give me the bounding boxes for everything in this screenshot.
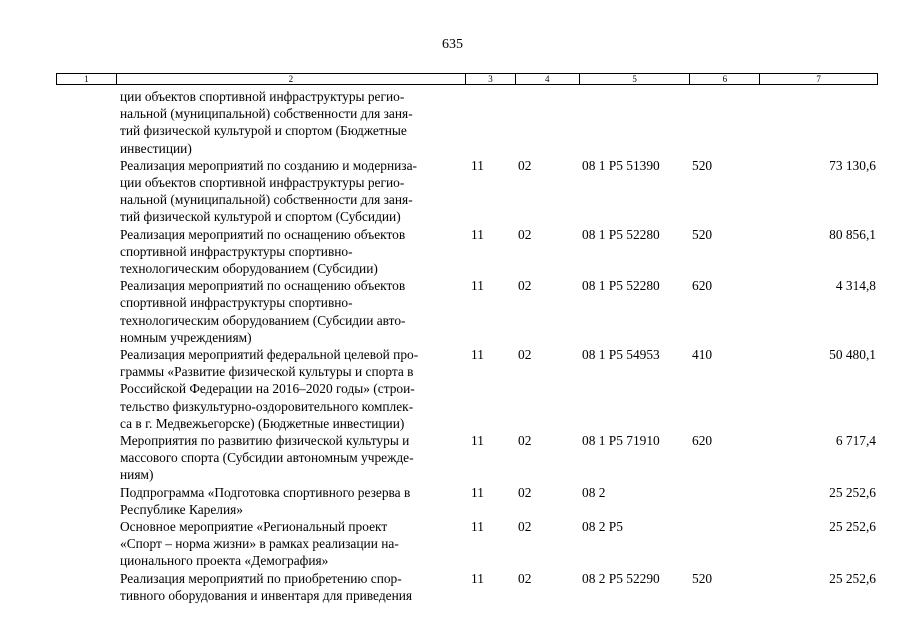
header-col-6: 6 [690, 74, 760, 84]
amount: 25 252,6 [829, 570, 876, 586]
expense-type-code: 620 [692, 278, 713, 294]
target-article-code: 08 2 [582, 484, 606, 500]
amount: 80 856,1 [829, 226, 876, 242]
amount: 50 480,1 [829, 347, 876, 363]
description-line: тельство физкультурно-оздоровительного комплек- [120, 398, 414, 414]
description-line: Реализация мероприятий федеральной целевой про- [120, 347, 419, 363]
amount: 25 252,6 [829, 484, 876, 500]
target-article-code: 08 1 P5 52280 [582, 278, 660, 294]
expense-type-code: 410 [692, 347, 713, 363]
table-row [0, 157, 905, 226]
header-col-5: 5 [580, 74, 691, 84]
table-row [0, 518, 905, 570]
description-line: ции объектов спортивной инфраструктуры регио- [120, 175, 405, 191]
section-code: 11 [471, 484, 484, 500]
description-line: «Спорт – норма жизни» в рамках реализации на- [120, 536, 399, 552]
table-row [0, 346, 905, 432]
description-line: Реализация мероприятий по оснащению объектов [120, 278, 406, 294]
description-line: Российской Федерации на 2016–2020 годы» (строи- [120, 381, 415, 397]
table-row [0, 570, 905, 604]
subsection-code: 02 [518, 347, 532, 363]
subsection-code: 02 [518, 226, 532, 242]
subsection-code: 02 [518, 519, 532, 535]
section-code: 11 [471, 226, 484, 242]
row-description [120, 346, 465, 432]
description-line: граммы «Развитие физической культуры и спорта в [120, 364, 414, 380]
description-line: технологическим оборудованием (Субсидии авто- [120, 312, 406, 328]
description-line: ции объектов спортивной инфраструктуры регио- [120, 89, 405, 104]
subsection-code: 02 [518, 157, 532, 173]
expense-type-code: 520 [692, 157, 713, 173]
description-line: тивного оборудования и инвентаря для приведения [120, 587, 413, 603]
description-line: тий физической культурой и спортом (Бюджетные [120, 123, 407, 139]
section-code: 11 [471, 278, 484, 294]
expense-type-code: 620 [692, 433, 713, 449]
row-description [120, 570, 465, 604]
page-number: 635 [442, 37, 463, 52]
amount: 6 717,4 [835, 433, 876, 449]
section-code: 11 [471, 570, 484, 586]
expense-type-code: 520 [692, 570, 713, 586]
row-description [120, 518, 465, 570]
row-description [120, 484, 465, 518]
header-col-1: 1 [57, 74, 117, 84]
amount: 73 130,6 [829, 157, 876, 173]
section-code: 11 [471, 519, 484, 535]
description-line: массового спорта (Субсидии автономным учрежде- [120, 450, 414, 466]
target-article-code: 08 2 P5 [582, 519, 623, 535]
row-description [120, 226, 465, 278]
subsection-code: 02 [518, 433, 532, 449]
description-line: технологическим оборудованием (Субсидии) [120, 261, 378, 277]
header-col-4: 4 [516, 74, 580, 84]
header-col-3: 3 [466, 74, 516, 84]
description-line: спортивной инфраструктуры спортивно- [120, 243, 353, 259]
expense-type-code: 520 [692, 226, 713, 242]
header-col-7: 7 [816, 74, 821, 84]
section-code: 11 [471, 347, 484, 363]
subsection-code: 02 [518, 278, 532, 294]
description-line: Реализация мероприятий по оснащению объектов [120, 226, 406, 242]
subsection-code: 02 [518, 484, 532, 500]
table-row [0, 226, 905, 278]
table-row [0, 484, 905, 518]
description-line: Основное мероприятие «Региональный проект [120, 519, 388, 535]
description-line: инвестиции) [120, 140, 192, 156]
header-col-2: 2 [117, 74, 466, 84]
description-line: тий физической культурой и спортом (Субсидии) [120, 209, 401, 225]
description-line: Реализация мероприятий по приобретению спор- [120, 570, 402, 586]
description-line: Мероприятия по развитию физической культуры и [120, 433, 410, 449]
row-description [120, 88, 465, 157]
row-description [120, 157, 465, 226]
target-article-code: 08 1 P5 54953 [582, 347, 660, 363]
table-row [0, 277, 905, 346]
description-line: Республике Карелия» [120, 501, 244, 517]
table-body [0, 88, 905, 604]
description-line: нальной (муниципальной) собственности для заня- [120, 106, 413, 122]
target-article-code: 08 1 P5 51390 [582, 157, 660, 173]
description-line: ниям) [120, 467, 154, 483]
table-row [0, 432, 905, 484]
target-article-code: 08 1 P5 71910 [582, 433, 660, 449]
section-code: 11 [471, 433, 484, 449]
section-code: 11 [471, 157, 484, 173]
description-line: номным учреждениям) [120, 329, 252, 345]
row-description [120, 432, 465, 484]
description-line: са в г. Медвежьегорске) (Бюджетные инвестиции) [120, 415, 405, 431]
table-row [0, 88, 905, 157]
description-line: ционального проекта «Демография» [120, 553, 329, 569]
table-header-row [56, 73, 878, 85]
subsection-code: 02 [518, 570, 532, 586]
description-line: Реализация мероприятий по созданию и модерниза- [120, 157, 417, 173]
target-article-code: 08 2 P5 52290 [582, 570, 660, 586]
description-line: нальной (муниципальной) собственности для заня- [120, 192, 413, 208]
row-description [120, 277, 465, 346]
amount: 4 314,8 [835, 278, 876, 294]
amount: 25 252,6 [829, 519, 876, 535]
target-article-code: 08 1 P5 52280 [582, 226, 660, 242]
description-line: спортивной инфраструктуры спортивно- [120, 295, 353, 311]
description-line: Подпрограмма «Подготовка спортивного резерва в [120, 484, 411, 500]
